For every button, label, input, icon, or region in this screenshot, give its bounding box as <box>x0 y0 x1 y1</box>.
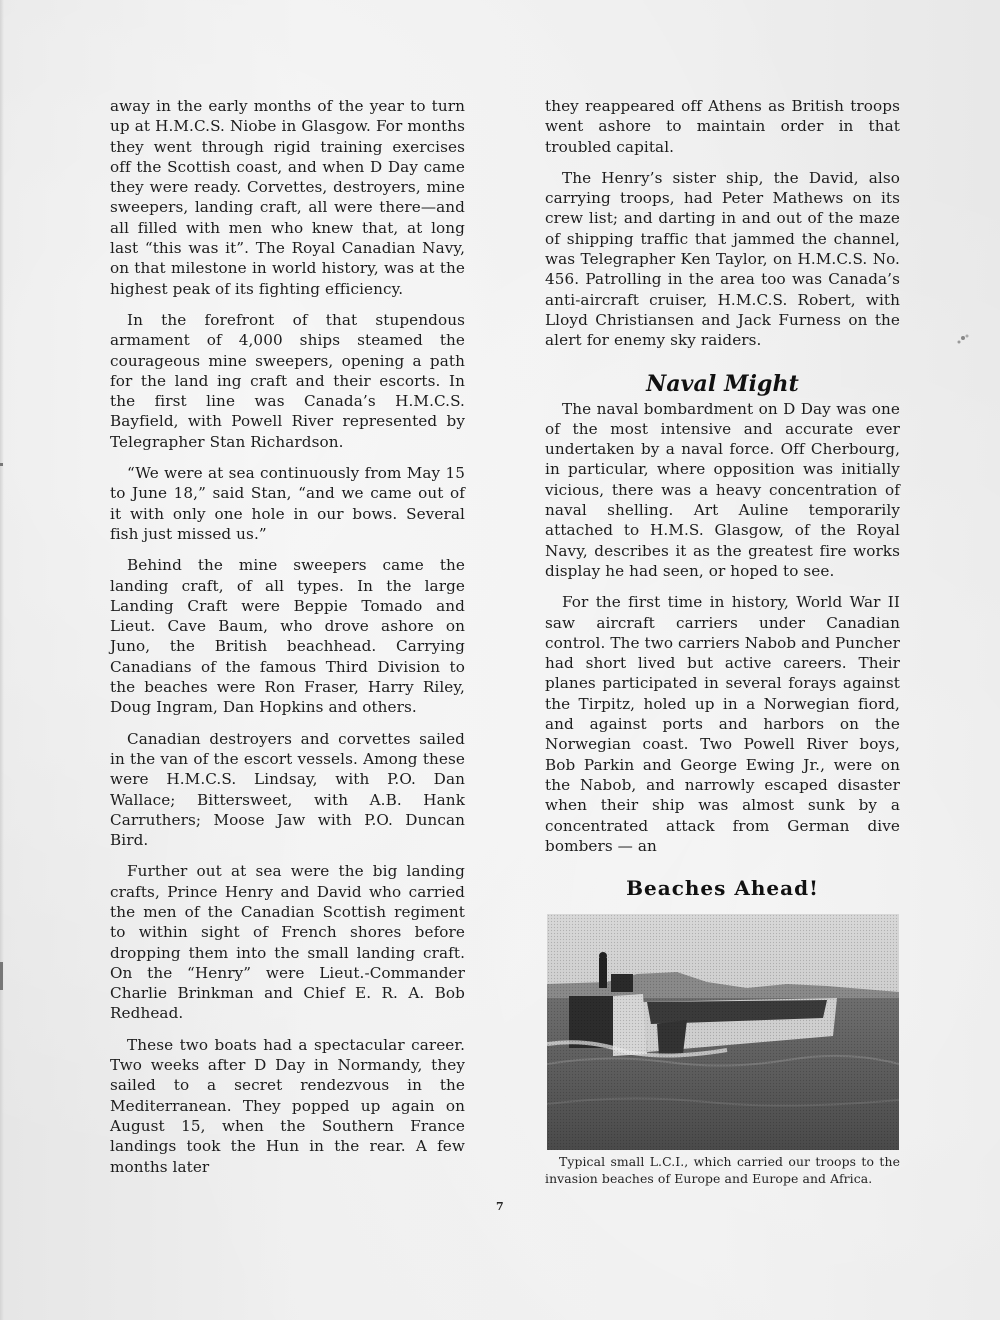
paragraph: away in the early months of the year to turn up at H.M.C.S. Niobe in Glasgow. For months they went through rigid training exercises off the Scottish coast, and when D Day came they were ready. Corvettes, destroyers, mine sweepers, landing craft, all were there—and all filled with men who knew that, at long last “this was it”. The Royal Canadian Navy, on that milestone in world history, was at the highest peak of its fighting efficiency. <box>110 97 465 298</box>
paragraph: Further out at sea were the big landing crafts, Prince Henry and David who carried the men of the Canadian Scottish regiment to within sight of French shores before dropping them into the small landing craft. On the “Henry” were Lieut.-Commander Charlie Brinkman and Chief E. R. A. Bob Redhead. <box>110 862 465 1023</box>
left-column <box>110 96 465 1188</box>
paragraph: The naval bombardment on D Day was one of the most intensive and accurate ever undertaken by a naval force. Off Cherbourg, in particular, where opposition was initially vicious, there was a heavy concentration of naval shelling. Art Auline temporarily attached to H.M.S. Glasgow, of the Royal Navy, describes it as the greatest fire works display he had seen, or hoped to see. <box>545 399 900 580</box>
page-number: 7 <box>496 1200 504 1213</box>
paragraph: In the forefront of that stupendous armament of 4,000 ships steamed the courageous mine sweepers, opening a path for the land ing craft and their escorts. In the first line was Canada’s H.M.C.S. Bayfield, with Powell River represented by Telegrapher Stan Richardson. <box>110 310 465 451</box>
right-column <box>545 96 900 1187</box>
paragraph: These two boats had a spectacular career. Two weeks after D Day in Normandy, they sailed to a secret rendezvous in the Mediterranean. They popped up again on August 15, when the Southern France landings took the Hun in the rear. A few months later <box>110 1035 465 1176</box>
paragraph: they reappeared off Athens as British troops went ashore to maintain order in that troubled capital. <box>545 97 900 156</box>
figure-title: Beaches Ahead! <box>626 876 819 901</box>
section-heading: Naval Might <box>646 370 799 397</box>
photo-illustration <box>547 914 899 1150</box>
paragraph: The Henry’s sister ship, the David, also carrying troops, had Peter Mathews on its crew list; and darting in and out of the maze of shipping traffic that jammed the channel, was Telegrapher Ken Taylor, on H.M.C.S. No. 456. Patrolling in the area too was Canada’s anti-aircraft cruiser, H.M.C.S. Robert, with Lloyd Christiansen and Jack Furness on the alert for enemy sky raiders. <box>545 168 900 350</box>
page-edge <box>0 0 4 1320</box>
margin-mark <box>0 463 3 466</box>
ink-smudge <box>953 332 973 348</box>
landing-craft-photo <box>547 914 899 1150</box>
margin-mark <box>0 962 3 990</box>
paragraph: “We were at sea continuously from May 15 to June 18,” said Stan, “and we came out of it with only one hole in our bows. Several fish just missed us.” <box>110 464 465 543</box>
paragraph: Behind the mine sweepers came the landing craft, of all types. In the large Landing Craft were Beppie Tomado and Lieut. Cave Baum, who drove ashore on Juno, the British beachhead. Carrying Canadians of the famous Third Division to the beaches were Ron Fraser, Harry Riley, Doug Ingram, Dan Hopkins and others. <box>110 556 465 717</box>
figure-caption: Typical small L.C.I., which carried our troops to the invasion beaches of Europe and Europe and Africa. <box>545 1154 900 1186</box>
paragraph: For the first time in history, World War II saw aircraft carriers under Canadian control. The two carriers Nabob and Puncher had short lived but active careers. Their planes participated in several forays against the Tirpitz, holed up in a Norwegian fiord, and against ports and harbors on the Norwegian coast. Two Powell River boys, Bob Parkin and George Ewing Jr., were on the Nabob, and narrowly escaped disaster when their ship was almost sunk by a concentrated attack from German dive bombers — an <box>545 593 900 855</box>
paragraph: Canadian destroyers and corvettes sailed in the van of the escort vessels. Among these were H.M.C.S. Lindsay, with P.O. Dan Wallace; Bittersweet, with A.B. Hank Carruthers; Moose Jaw with P.O. Duncan Bird. <box>110 729 465 850</box>
